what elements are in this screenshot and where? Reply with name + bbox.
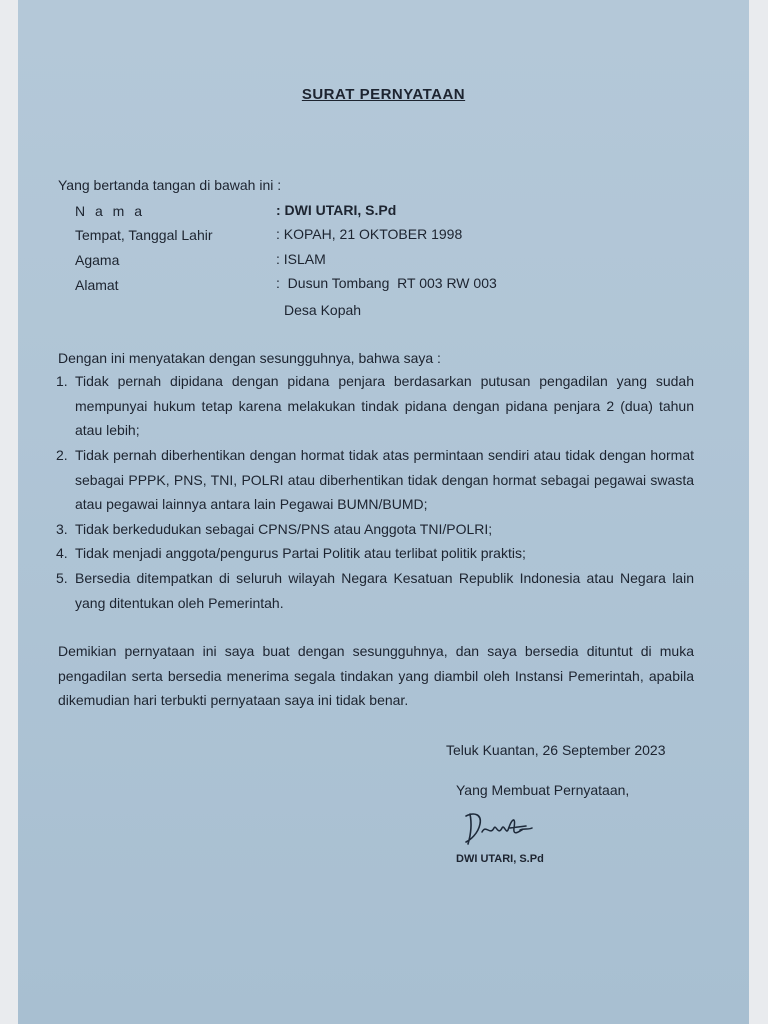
field-value-agama: : ISLAM: [276, 251, 326, 267]
intro-text: Yang bertanda tangan di bawah ini :: [58, 177, 282, 193]
item-number-3: 3.: [56, 521, 68, 537]
item-number-5: 5.: [56, 570, 68, 586]
handwritten-signature: [460, 806, 550, 850]
field-label-nama: N a m a: [75, 203, 146, 219]
item-number-1: 1.: [56, 373, 68, 389]
item-text-2: Tidak pernah diberhentikan dengan hormat tidak atas permintaan sendiri atau tidak dengan hormat sebagai PPPK, PNS, TNI, POLRI atau diberhentikan tidak dengan hormat sebagai pegawai swasta atau pegawai lainnya antara lain Pegawai BUMN/BUMD;: [75, 447, 694, 512]
signer-name: DWI UTARI, S.Pd: [456, 853, 544, 865]
signer-title: Yang Membuat Pernyataan,: [456, 782, 630, 798]
item-number-2: 2.: [56, 447, 68, 463]
place-date: Teluk Kuantan, 26 September 2023: [446, 742, 666, 758]
field-value-alamat-line2: Desa Kopah: [284, 302, 362, 318]
item-text-4: Tidak menjadi anggota/pengurus Partai Politik atau terlibat politik praktis;: [75, 545, 526, 561]
field-value-alamat: : Dusun Tombang RT 003 RW 003: [276, 275, 497, 291]
item-number-4: 4.: [56, 545, 68, 561]
field-value-ttl: : KOPAH, 21 OKTOBER 1998: [276, 226, 463, 242]
document-title: SURAT PERNYATAAN: [301, 86, 466, 103]
field-label-ttl: Tempat, Tanggal Lahir: [75, 227, 213, 243]
item-text-3: Tidak berkedudukan sebagai CPNS/PNS atau Anggota TNI/POLRI;: [75, 521, 493, 537]
field-label-alamat: Alamat: [75, 277, 119, 293]
statement-intro: Dengan ini menyatakan dengan sesungguhnya, bahwa saya :: [58, 350, 441, 366]
item-text-1: Tidak pernah dipidana dengan pidana penjara berdasarkan putusan pengadilan yang sudah mempunyai hukum tetap karena melakukan tindak pidana dengan pidana penjara 2 (dua) tahun atau lebih;: [75, 373, 694, 438]
field-value-nama: : DWI UTARI, S.Pd: [276, 202, 397, 218]
item-text-5: Bersedia ditempatkan di seluruh wilayah Negara Kesatuan Republik Indonesia atau Negara lain yang ditentukan oleh Pemerintah.: [75, 570, 694, 611]
closing-paragraph: Demikian pernyataan ini saya buat dengan sesungguhnya, dan saya bersedia dituntut di muka pengadilan serta bersedia menerima segala tindakan yang diambil oleh Instansi Pemerintah, apabila dikemudian hari terbukti pernyataan saya ini tidak benar.: [58, 643, 694, 708]
document-page: [18, 0, 749, 1024]
field-label-agama: Agama: [75, 252, 120, 268]
